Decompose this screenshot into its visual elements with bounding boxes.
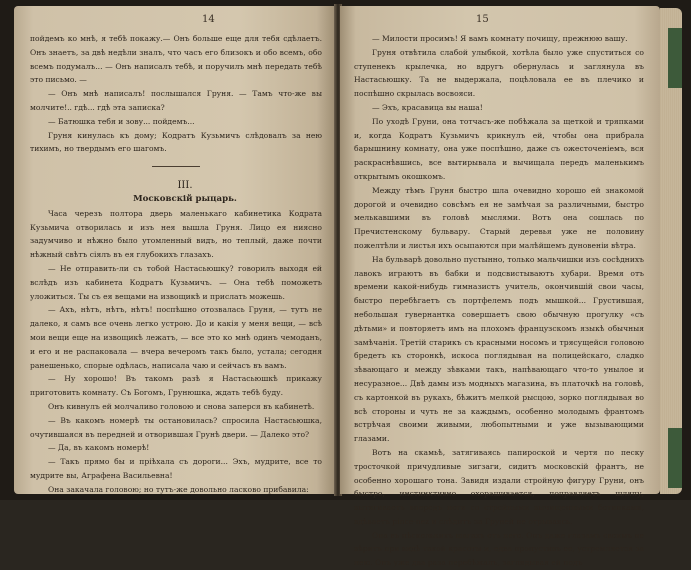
right-page-text [354,32,644,570]
page-number-left: 14 [202,14,215,25]
cover-edge [668,428,682,488]
section-divider [152,166,200,167]
paragraph: — Такъ прямо бы и пріѣхала съ дороги... Эхъ, мудрите, все то мудрите вы, Аграфена Васильевна! [30,457,322,480]
paragraph: На бульварѣ довольно пустынно, только мальчишки изъ сосѣднихъ лавокъ играютъ въ бабки и подсвистываютъ хубари. Время отъ времени какой-нибудь гимназистъ учитель, окончившій свои часы, быстро перебѣгаетъ съ портфелемъ подъ мышкой... Грустившая, небольшая гувернантка совершаетъ свою обычную прогулку «съ дѣтьми» и повторяетъ имъ на плохомъ французскомъ языкѣ обычныя замѣчанія. Третій старикъ съ красными носомъ и трясущейся головою бредетъ къ сторонкѣ, искоса поглядывая на полицейскаго, сладко зѣвающаго и между зѣвками такъ, напѣвающаго что-то унылое и несуразное... Двѣ дамы изъ модныхъ магазина, въ платочкѣ на головѣ, съ картонкой въ рукахъ, бѣжитъ мелкой рысцою, зорко поглядывая во всѣ стороны и чуть не за каждымъ, особенно молодымъ франтомъ встрѣчая своими живыми, любопытными и уже вызывающими глазами. [354,254,644,444]
right-page [340,6,660,568]
paragraph: Онъ кивнулъ ей молчаливо головою и снова заперся въ кабинетѣ. [48,401,315,411]
paragraph: пойдемъ ко мнѣ, я тебѣ покажу.— Онъ больше еще для тебя сдѣлаетъ. Онъ знаетъ, за двѣ недѣли зналъ, что часъ его близокъ и обо всемъ, обо всемъ подумалъ... — Онъ написалъ тебѣ, и поручилъ мнѣ передать тебѣ это письмо. — [30,34,322,85]
paragraph: Она въ нѣсколькихъ шагахъ отъ него. Онъ даже глазамъ своимъ не вѣритъ при видѣ такой красоты и, едва пропустивъ ее, устремляется за нею. Онъ уже два раза перебѣжалъ, заглядывая ей подъ [354,530,644,568]
left-page-text [30,32,322,497]
paragraph: — Ахъ, нѣтъ, нѣтъ, нѣтъ! поспѣшно отозвалась Груня, — тутъ не далеко, я самъ все очень легко устрою. До и какія у меня вещи, — всѣ мои вещи еще на извощикѣ лежатъ, — все это ко мнѣ одинъ чемоданъ, и его и не распаковала — вчера вечеромъ такъ было, устала; сегодня ранешенько, спорые одѣлась, написала чаю и сейчасъ въ вамъ. [30,305,322,370]
paragraph: — Эхъ, красавица вы наша! [372,102,483,112]
paragraph: — Онъ мнѣ написалъ! послышался Груня. — Тамъ что-же вы молчите!.. гдѣ... гдѣ эта записка? [30,89,322,112]
paragraph: — Батюшка тебя и зову... пойдемъ... [48,116,195,126]
paragraph: — Милости просимъ! Я вамъ комнату почищу, прежнюю вашу. [372,34,628,43]
paragraph: Между тѣмъ Груня быстро шла очевидно хорошо ей знакомой дорогой и очевидно совсѣмъ ея не замѣчая за различными, быстро мелькавшими въ головѣ мыслями. Вотъ она сошлась по Пречистенскому бульвару. Старый деревья уже не половину пожелтѣли и листья ихъ осыпаются при малѣйшемъ дуновеніи вѣтра. [354,185,644,250]
paragraph: Она закачала головою; но тутъ-же довольно ласково прибавила: [48,484,309,494]
paragraph: Груня отвѣтила слабой улыбкой, хотѣла было уже спуститься со ступенекъ крылечка, но вдругъ обернулась и заглянула въ Настасьюшку. Та не выдержала, поцѣловала ее въ плечико и поспѣшно скрылась восвояси. [354,47,644,99]
chapter-number: III. [177,180,193,192]
paragraph: — Въ какомъ номерѣ ты остановилась? спросила Настасьюшка, очутившаяся въ передней и отворившая Грунѣ двери. — Далеко это? [30,415,322,439]
paragraph: Груня кинулась къ дому; Кодратъ Кузьмичъ слѣдовалъ за нею тихимъ, но твердымъ его шагомъ. [30,130,322,154]
paragraph: — Ну хорошо! Въ такомъ разѣ я Настасьюшкѣ прикажу приготовить комнату. Съ Богомъ, Грунюшка, ждать тебѣ буду. [30,374,322,398]
page-edges [660,8,682,494]
left-page [14,6,336,494]
paragraph: По уходѣ Груни, она тотчасъ-же побѣжала за щеткой и тряпками и, когда Кодратъ Кузьмичъ крикнулъ ей, чтобы она прибрала барышнину комнату, она уже поспѣшно, даже съ ожесточеніемъ, вся раскраснѣвшись, все вытирывала и вычищала передъ маленькимъ открытымъ окошкомъ. [354,116,644,181]
paragraph: — Не отправить-ли съ тобой Настасьюшку? говорилъ выходя ей вслѣдъ изъ кабинета Кодратъ Кузьмичъ. — Она тебѣ поможетъ уложиться. Ты съ ея вещами на извощикѣ и прислать можешь. [30,263,322,301]
cover-edge [668,28,682,88]
chapter-title: Московскій рыцарь. [133,193,237,204]
paragraph: — Да, въ какомъ номерѣ! [48,443,150,453]
paragraph: Вотъ на скамьѣ, затягиваясь папироской и чертя по песку тросточкой причудливые зигзаги, сидитъ московскій франтъ, не особенно хорошаго тона. Завидя издали стройную фигуру Груни, онъ быстро, инстинктивно охорашивается, поправляетъ шляпу, вытягиваетъ впередъ ноги со стройными вычищенными ботинками, вдѣваетъ pince-nez и слѣдитъ за Груней не отрываясь. [354,447,644,526]
page-number-right: 15 [476,14,489,25]
paragraph: Часа черезъ полтора дверь маленькаго кабинетика Кодрата Кузьмича отворилась и изъ нея вышла Груня. Лицо ея ниясно задумчиво и нѣжно было утомленный видъ, но теплый, даже почти нѣжный свѣтъ сіялъ въ ея глубокихъ глазахъ. [30,208,322,260]
